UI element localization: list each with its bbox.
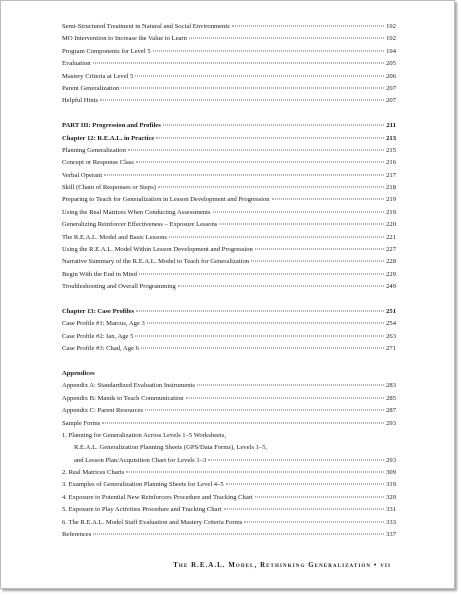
toc-entry-title: Appendix B: Mands to Teach Communication: [62, 394, 184, 402]
toc-entry-title: Chapter 12: R.E.A.L. in Practice: [62, 134, 155, 142]
toc-entry: [62, 383, 396, 395]
toc-entry-page: 207: [386, 97, 396, 105]
dot-leader: [219, 224, 384, 225]
toc-entry-page: 329: [386, 493, 396, 501]
dot-leader: [189, 38, 384, 39]
toc-entry-page: 227: [386, 246, 396, 254]
dot-leader: [213, 211, 385, 212]
toc-entry-title: Helpful Hints: [62, 97, 99, 105]
toc-entry: [62, 482, 396, 494]
toc-entry-page: 293: [386, 419, 396, 427]
toc-entry-page: 205: [386, 60, 396, 68]
toc-entry-page: 217: [386, 171, 396, 179]
toc-entry: [62, 61, 396, 73]
dot-leader: [93, 534, 384, 535]
toc-entry-title: and Lesson Plan/Acquisition Chart for Levels 1–3: [74, 456, 207, 464]
dot-leader: [255, 496, 384, 497]
toc-entry: [62, 222, 396, 234]
toc-entry-page: 293: [386, 456, 396, 464]
toc-entry-page: 218: [386, 184, 396, 192]
dot-leader: [128, 149, 384, 150]
toc-entry-page: 219: [386, 208, 396, 216]
dot-leader: [139, 273, 384, 274]
toc-entry-title: Appendices: [62, 369, 95, 377]
toc-entry-page: 213: [386, 134, 396, 142]
toc-entry-page: 219: [386, 196, 396, 204]
toc-entry-title: 5. Exposure to Play Activities Procedure and Tracking Chart: [62, 506, 222, 514]
toc-entry-page: 207: [386, 84, 396, 92]
dot-leader: [232, 26, 384, 27]
toc-entry-page: 337: [386, 531, 396, 539]
dot-leader: [126, 472, 384, 473]
toc-entry-page: 254: [386, 320, 396, 328]
toc-entry-page: 263: [386, 332, 396, 340]
dot-leader: [251, 261, 384, 262]
dot-leader: [208, 459, 384, 460]
dot-leader: [145, 410, 384, 411]
toc-entry-title: 6. The R.E.A.L. Model Staff Evaluation and Mastery Criteria Forms: [62, 518, 243, 526]
toc-entry-page: 249: [386, 283, 396, 291]
footer-separator: •: [373, 562, 378, 569]
dot-leader: [136, 162, 384, 163]
toc-entry-page: 220: [386, 221, 396, 229]
toc-entry-title: Narrative Summary of the R.E.A.L. Model to Teach for Generalization: [62, 258, 250, 266]
toc-entry-title: Troubleshooting and Overall Programming: [62, 283, 176, 291]
toc-entry: [62, 160, 396, 172]
dot-leader: [255, 249, 384, 250]
page-footer: [173, 562, 391, 569]
section-spacer: [62, 359, 396, 371]
toc-entry: [62, 98, 396, 110]
toc-entry-page: 283: [386, 382, 396, 390]
toc-entry-page: 271: [386, 345, 396, 353]
toc-entry-page: 319: [386, 481, 396, 489]
toc-entry: [62, 346, 396, 358]
toc-entry: [62, 445, 396, 457]
toc-entry-title: Using the R.E.A.L. Model Within Lesson Development and Progression: [62, 246, 253, 254]
dot-leader: [147, 323, 384, 324]
dot-leader: [135, 335, 384, 336]
dot-leader: [197, 385, 384, 386]
toc-entry-title: Chapter 13: Case Profiles: [62, 307, 135, 315]
toc-entry: [62, 197, 396, 209]
toc-entry-title: The R.E.A.L. Model and Basic Lessons: [62, 233, 167, 241]
toc-entry-page: 211: [386, 122, 396, 130]
toc-entry-page: 251: [386, 307, 396, 315]
toc-entry-title: Parent Generalization: [62, 84, 120, 92]
toc-entry: [62, 86, 396, 98]
toc-entry: [62, 520, 396, 532]
dot-leader: [158, 187, 384, 188]
toc-entry-title: Sample Forms: [62, 419, 101, 427]
toc-entry-page: 333: [386, 518, 396, 526]
toc-entry-title: Appendix C: Parent Resources: [62, 407, 144, 415]
dot-leader: [121, 87, 384, 88]
dot-leader: [224, 509, 385, 510]
toc-entry-title: R.E.A.L. Generalization Planning Sheets (GPS/Data Forms), Levels 1–5,: [74, 444, 268, 452]
toc-entry-title: Concept or Response Class: [62, 159, 134, 167]
toc-entry-page: 215: [386, 146, 396, 154]
toc-entry-title: 4. Exposure to Potential New Reinforcers Procedure and Tracking Chart: [62, 493, 253, 501]
toc-entry-title: Verbal Operant: [62, 171, 103, 179]
toc-entry-page: 309: [386, 469, 396, 477]
toc-entry: [62, 49, 396, 61]
toc-entry-title: Program Components for Level 5: [62, 47, 151, 55]
dot-leader: [135, 75, 384, 76]
toc-entry: [62, 507, 396, 519]
toc-entry-title: Case Profile #2: Ian, Age 5: [62, 332, 134, 340]
dot-leader: [169, 236, 384, 237]
toc-entry-title: 3. Examples of Generalization Planning Sheets for Level 4–5: [62, 481, 224, 489]
toc-entry-page: 192: [386, 35, 396, 43]
toc-entry-title: Preparing to Teach for Generalization in Lesson Development and Progression: [62, 196, 270, 204]
toc-entry-title: 2. Real Matrices Charts: [62, 469, 125, 477]
toc-entry: [62, 36, 396, 48]
toc-entry-title: Using the Real Matrices When Conducting Assessments: [62, 208, 211, 216]
table-of-contents: [62, 24, 396, 544]
dot-leader: [141, 348, 384, 349]
toc-entry: [62, 408, 396, 420]
toc-entry-title: PART III: Progression and Profiles: [62, 122, 161, 130]
dot-leader: [93, 63, 385, 64]
toc-entry: [62, 259, 396, 271]
dot-leader: [100, 100, 384, 101]
toc-entry-page: 285: [386, 394, 396, 402]
toc-entry-page: 216: [386, 159, 396, 167]
toc-entry-title: Mastery Criteria at Level 5: [62, 72, 134, 80]
toc-entry-title: Evaluation: [62, 60, 91, 68]
toc-entry: [62, 532, 396, 544]
toc-entry-title: Case Profile #3: Chad, Age 6: [62, 345, 139, 353]
toc-entry-title: Semi-Structured Treatment in Natural and Social Environments: [62, 23, 230, 30]
toc-entry-title: Planning Generalization: [62, 146, 126, 154]
toc-entry-title: References: [62, 531, 92, 539]
toc-entry-title: Appendix A: Standardized Evaluation Instruments: [62, 382, 195, 390]
dot-leader: [153, 50, 384, 51]
dot-leader: [186, 397, 385, 398]
dot-leader: [102, 422, 384, 423]
toc-entry: [62, 123, 396, 135]
running-title: The R.E.A.L. Model, Rethinking Generalization: [173, 562, 372, 569]
toc-entry: [62, 284, 396, 296]
toc-entry-title: Begin With the End in Mind: [62, 270, 137, 278]
toc-entry-page: 192: [386, 23, 396, 30]
toc-entry-page: 228: [386, 258, 396, 266]
toc-entry-page: 287: [386, 407, 396, 415]
toc-entry-page: 206: [386, 72, 396, 80]
dot-leader: [226, 484, 384, 485]
toc-entry-title: Skill (Chain of Responses or Steps): [62, 184, 156, 192]
dot-leader: [178, 286, 384, 287]
toc-entry-title: MO Intervention to Increase the Value to Learn: [62, 35, 187, 43]
toc-entry-page: 229: [386, 270, 396, 278]
dot-leader: [136, 310, 384, 311]
toc-entry-page: 194: [386, 47, 396, 55]
dot-leader: [272, 199, 385, 200]
toc-entry-title: 1. Planning for Generalization Across Levels 1–5 Worksheets,: [62, 431, 226, 439]
toc-entry-page: 331: [386, 506, 396, 514]
dot-leader: [156, 137, 384, 138]
toc-entry: [62, 321, 396, 333]
dot-leader: [244, 521, 384, 522]
toc-entry-title: Generalizing Reinforcer Effectiveness – Exposure Lessons: [62, 221, 218, 229]
toc-entry-title: Case Profile #1: Marcus, Age 3: [62, 320, 145, 328]
toc-entry-page: 221: [386, 233, 396, 241]
dot-leader: [104, 174, 384, 175]
dot-leader: [163, 125, 385, 126]
page-number: vii: [380, 562, 391, 569]
